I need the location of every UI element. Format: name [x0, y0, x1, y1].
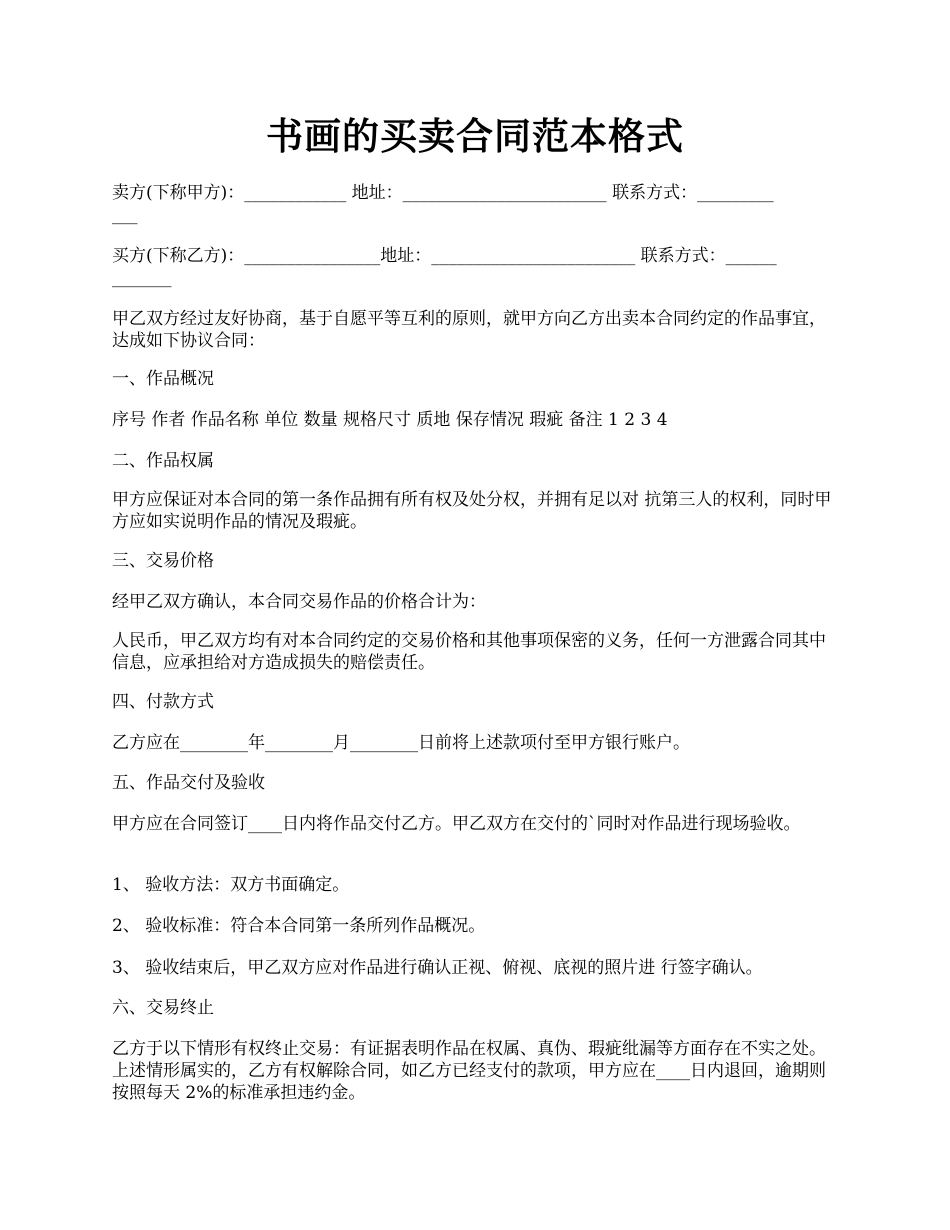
section-3-text-1: 经甲乙双方确认，本合同交易作品的价格合计为： — [112, 592, 486, 612]
section-4-text: 乙方应在________年________月________日前将上述款项付至甲方银行账户。 — [112, 733, 690, 753]
buyer-line — [112, 245, 838, 289]
seller-line-1: 卖方(下称甲方)：____________ 地址：________________________ 联系方式：_________ — [112, 183, 774, 203]
intro-paragraph: 甲乙双方经过友好协商，基于自愿平等互利的原则，就甲方向乙方出卖本合同约定的作品事宜，达成如下协议合同： — [112, 309, 826, 351]
section-6-text: 乙方于以下情形有权终止交易：有证据表明作品在权属、真伪、瑕疵纰漏等方面存在不实之处。上述情形属实的，乙方有权解除合同，如乙方已经支付的款项，甲方应在____日内退回，逾期则按照每天 2%的标准承担违约金。 — [112, 1039, 826, 1103]
seller-line — [112, 182, 838, 226]
buyer-line-2: _______ — [112, 268, 172, 288]
section-5-item-2: 2、 验收标准：符合本合同第一条所列作品概况。 — [112, 916, 486, 936]
section-2-heading: 二、作品权属 — [112, 451, 214, 471]
buyer-line-1: 买方(下称乙方)：________________地址：________________________ 联系方式：______ — [112, 246, 777, 266]
section-1-table-text: 序号 作者 作品名称 单位 数量 规格尺寸 质地 保存情况 瑕疵 备注 1 2 3 4 — [112, 410, 668, 430]
seller-line-2: ___ — [112, 205, 138, 225]
section-2-text: 甲方应保证对本合同的第一条作品拥有所有权及处分权，并拥有足以对 抗第三人的权利，同时甲方应如实说明作品的情况及瑕疵。 — [112, 490, 832, 532]
section-1-heading: 一、作品概况 — [112, 369, 214, 389]
section-5-item-3: 3、 验收结束后，甲乙双方应对作品进行确认正视、俯视、底视的照片进 行签字确认。 — [112, 958, 763, 978]
document-title: 书画的买卖合同范本格式 — [266, 114, 684, 158]
section-5-text: 甲方应在合同签订____日内将作品交付乙方。甲乙双方在交付的`同时对作品进行现场验收。 — [112, 814, 801, 834]
section-3-heading: 三、交易价格 — [112, 551, 214, 571]
section-3-text-2: 人民币，甲乙双方均有对本合同约定的交易价格和其他事项保密的义务，任何一方泄露合同其中信息，应承担给对方造成损失的赔偿责任。 — [112, 631, 826, 673]
section-6-heading: 六、交易终止 — [112, 998, 214, 1018]
section-5-heading: 五、作品交付及验收 — [112, 773, 265, 793]
section-4-heading: 四、付款方式 — [112, 692, 214, 712]
section-5-item-1: 1、 验收方法：双方书面确定。 — [112, 875, 350, 895]
